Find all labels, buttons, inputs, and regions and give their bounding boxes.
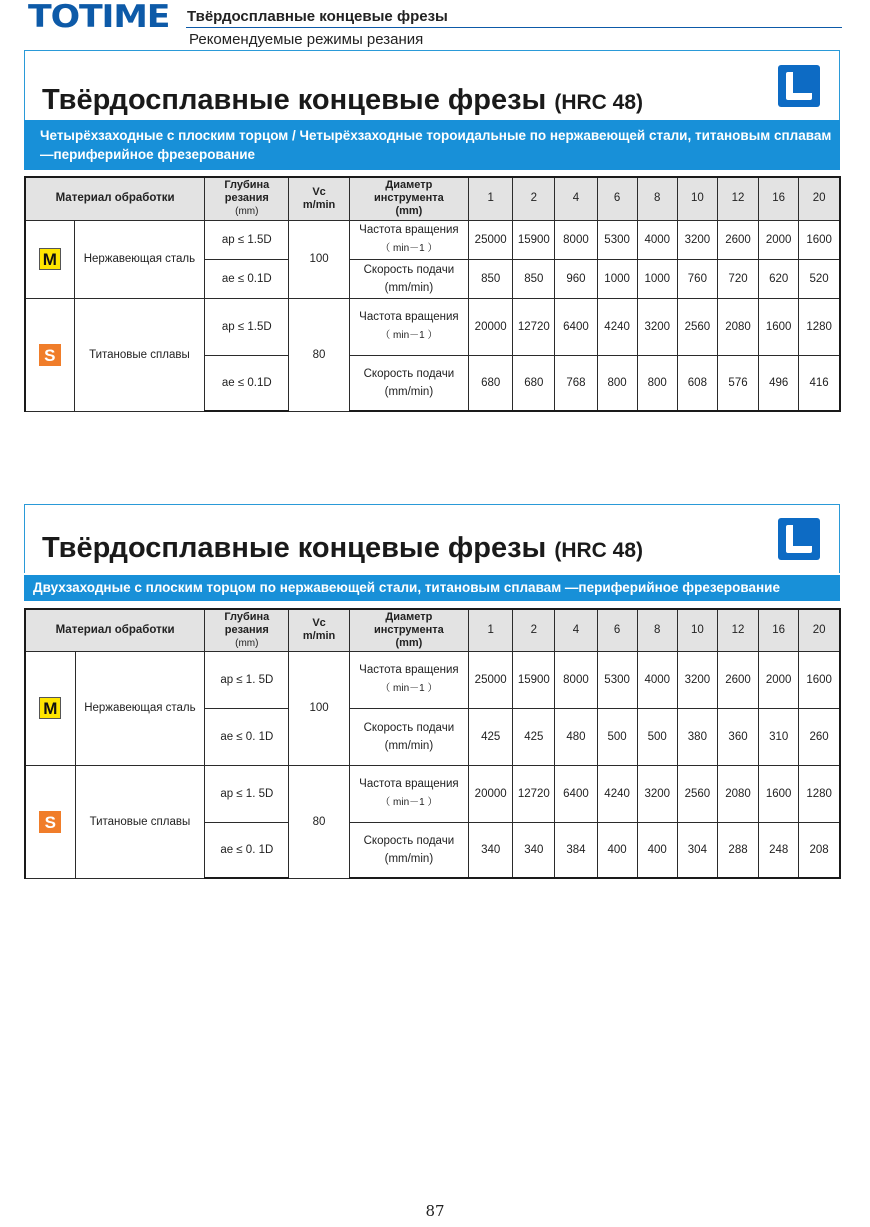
feed-value: 380 xyxy=(677,708,717,765)
speed-value: 4240 xyxy=(597,298,637,355)
vc-value: 80 xyxy=(289,298,349,411)
header-vc: Vc m/min xyxy=(289,177,349,220)
section-title-hrc: (HRC 48) xyxy=(554,91,644,114)
diameter-4: 4 xyxy=(555,609,597,651)
feed-value: 680 xyxy=(469,355,513,411)
feed-value: 850 xyxy=(469,259,513,298)
feed-value: 384 xyxy=(555,822,597,878)
diameter-2: 2 xyxy=(513,177,555,220)
feed-value: 340 xyxy=(513,822,555,878)
section-title-main: Твёрдосплавные концевые фрезы xyxy=(42,532,547,564)
feed-value: 800 xyxy=(637,355,677,411)
speed-value: 4000 xyxy=(637,220,677,259)
speed-label: Частота вращения （ min－1 ） xyxy=(349,651,468,708)
speed-value: 6400 xyxy=(555,765,597,822)
material-name: Нержавеющая сталь xyxy=(74,220,204,298)
band-line-1: Четырёхзаходные с плоским торцом / Четырёхзаходные тороидальные по нержавеющей стали, титановым сплавам xyxy=(40,128,832,143)
cutting-data-table xyxy=(24,176,841,412)
speed-value: 3200 xyxy=(637,765,677,822)
feed-value: 340 xyxy=(469,822,513,878)
header-vc: Vc m/min xyxy=(289,609,349,651)
speed-value: 20000 xyxy=(469,298,513,355)
speed-value: 12720 xyxy=(513,765,555,822)
material-badge-cell xyxy=(25,220,74,298)
brand-logo: TOTIME xyxy=(28,0,170,35)
feed-value: 1000 xyxy=(597,259,637,298)
section-band xyxy=(24,575,840,601)
speed-value: 15900 xyxy=(513,651,555,708)
feed-value: 500 xyxy=(597,708,637,765)
header-material: Материал обработки xyxy=(25,609,205,651)
feed-value: 576 xyxy=(717,355,758,411)
speed-value: 3200 xyxy=(637,298,677,355)
section-title xyxy=(42,84,643,117)
speed-value: 8000 xyxy=(555,651,597,708)
diameter-12: 12 xyxy=(717,177,758,220)
vc-value: 100 xyxy=(289,220,349,298)
section-title-hrc: (HRC 48) xyxy=(554,539,644,562)
header-material: Материал обработки xyxy=(25,177,205,220)
vc-value: 80 xyxy=(289,765,349,878)
feed-value: 520 xyxy=(799,259,840,298)
l-shape-icon xyxy=(778,65,820,107)
page-number: 87 xyxy=(425,1202,445,1220)
diameter-16: 16 xyxy=(759,609,799,651)
speed-value: 1600 xyxy=(759,765,799,822)
speed-value: 8000 xyxy=(555,220,597,259)
feed-value: 425 xyxy=(513,708,555,765)
depth-ap: ap ≤ 1.5D xyxy=(205,220,289,259)
feed-label: Скорость подачи (mm/min) xyxy=(349,259,468,298)
feed-value: 620 xyxy=(759,259,799,298)
feed-value: 208 xyxy=(799,822,840,878)
depth-ap: ap ≤ 1. 5D xyxy=(205,765,289,822)
feed-value: 360 xyxy=(717,708,758,765)
speed-value: 5300 xyxy=(597,220,637,259)
speed-label: Частота вращения （ min－1 ） xyxy=(349,765,468,822)
diameter-1: 1 xyxy=(469,609,513,651)
diameter-20: 20 xyxy=(799,177,840,220)
header-diameter: Диаметр инструмента (mm) xyxy=(349,609,468,651)
diameter-6: 6 xyxy=(597,177,637,220)
feed-value: 680 xyxy=(513,355,555,411)
diameter-8: 8 xyxy=(637,177,677,220)
l-shape-icon xyxy=(778,518,820,560)
speed-value: 25000 xyxy=(469,651,513,708)
material-badge-s: S xyxy=(39,811,61,833)
table-row xyxy=(25,220,840,259)
feed-value: 310 xyxy=(759,708,799,765)
speed-value: 3200 xyxy=(677,651,717,708)
speed-value: 2080 xyxy=(717,298,758,355)
header-depth: Глубина резания (mm) xyxy=(205,609,289,651)
material-badge-cell xyxy=(25,651,75,765)
feed-value: 768 xyxy=(555,355,597,411)
material-badge-cell xyxy=(25,298,74,411)
band-line-1: Двухзаходные с плоским торцом по нержавеющей стали, титановым сплавам —периферийное фрезерование xyxy=(33,580,780,595)
feed-value: 496 xyxy=(759,355,799,411)
speed-value: 4240 xyxy=(597,765,637,822)
feed-value: 480 xyxy=(555,708,597,765)
material-name: Нержавеющая сталь xyxy=(75,651,204,765)
material-badge-m: M xyxy=(39,697,61,719)
feed-value: 720 xyxy=(717,259,758,298)
material-badge-cell xyxy=(25,765,75,878)
feed-value: 1000 xyxy=(637,259,677,298)
speed-value: 1600 xyxy=(799,220,840,259)
feed-value: 416 xyxy=(799,355,840,411)
feed-value: 500 xyxy=(637,708,677,765)
table-row xyxy=(25,651,840,708)
section-title xyxy=(42,532,643,565)
speed-value: 2600 xyxy=(717,651,758,708)
depth-ae: ae ≤ 0. 1D xyxy=(205,708,289,765)
feed-value: 400 xyxy=(637,822,677,878)
header-depth: Глубина резания (mm) xyxy=(205,177,289,220)
diameter-2: 2 xyxy=(513,609,555,651)
depth-ae: ae ≤ 0.1D xyxy=(205,259,289,298)
table-row xyxy=(25,765,840,822)
material-badge-m: M xyxy=(39,248,61,270)
feed-value: 960 xyxy=(555,259,597,298)
speed-label: Частота вращения （ min－1 ） xyxy=(349,298,468,355)
speed-value: 2000 xyxy=(759,651,799,708)
feed-value: 608 xyxy=(677,355,717,411)
diameter-10: 10 xyxy=(677,609,717,651)
section-title-main: Твёрдосплавные концевые фрезы xyxy=(42,84,547,116)
band-line-2: —периферийное фрезерование xyxy=(40,147,256,162)
feed-label: Скорость подачи (mm/min) xyxy=(349,822,468,878)
section-band xyxy=(24,120,840,170)
speed-label: Частота вращения （ min－1 ） xyxy=(349,220,468,259)
speed-value: 1280 xyxy=(799,765,840,822)
speed-value: 1280 xyxy=(799,298,840,355)
speed-value: 20000 xyxy=(469,765,513,822)
cutting-data-table xyxy=(24,608,841,879)
material-badge-s: S xyxy=(39,344,61,366)
diameter-12: 12 xyxy=(717,609,758,651)
speed-value: 1600 xyxy=(799,651,840,708)
depth-ae: ae ≤ 0. 1D xyxy=(205,822,289,878)
depth-ap: ap ≤ 1. 5D xyxy=(205,651,289,708)
diameter-16: 16 xyxy=(759,177,799,220)
feed-value: 800 xyxy=(597,355,637,411)
table-row xyxy=(25,298,840,355)
depth-ap: ap ≤ 1.5D xyxy=(205,298,289,355)
feed-value: 304 xyxy=(677,822,717,878)
feed-value: 260 xyxy=(799,708,840,765)
header-title: Твёрдосплавные концевые фрезы xyxy=(187,8,448,25)
speed-value: 25000 xyxy=(469,220,513,259)
speed-value: 3200 xyxy=(677,220,717,259)
speed-value: 4000 xyxy=(637,651,677,708)
material-name: Титановые сплавы xyxy=(74,298,204,411)
feed-value: 425 xyxy=(469,708,513,765)
diameter-20: 20 xyxy=(799,609,840,651)
feed-label: Скорость подачи (mm/min) xyxy=(349,708,468,765)
feed-label: Скорость подачи (mm/min) xyxy=(349,355,468,411)
speed-value: 12720 xyxy=(513,298,555,355)
feed-value: 760 xyxy=(677,259,717,298)
speed-value: 2560 xyxy=(677,298,717,355)
feed-value: 288 xyxy=(717,822,758,878)
feed-value: 400 xyxy=(597,822,637,878)
speed-value: 15900 xyxy=(513,220,555,259)
material-name: Титановые сплавы xyxy=(75,765,204,878)
speed-value: 2080 xyxy=(717,765,758,822)
diameter-4: 4 xyxy=(555,177,597,220)
vc-value: 100 xyxy=(289,651,349,765)
header-divider xyxy=(186,27,842,28)
speed-value: 5300 xyxy=(597,651,637,708)
speed-value: 6400 xyxy=(555,298,597,355)
speed-value: 1600 xyxy=(759,298,799,355)
diameter-8: 8 xyxy=(637,609,677,651)
feed-value: 850 xyxy=(513,259,555,298)
diameter-1: 1 xyxy=(469,177,513,220)
speed-value: 2560 xyxy=(677,765,717,822)
depth-ae: ae ≤ 0.1D xyxy=(205,355,289,411)
diameter-10: 10 xyxy=(677,177,717,220)
feed-value: 248 xyxy=(759,822,799,878)
header-diameter: Диаметр инструмента (mm) xyxy=(349,177,468,220)
speed-value: 2600 xyxy=(717,220,758,259)
speed-value: 2000 xyxy=(759,220,799,259)
header-subtitle: Рекомендуемые режимы резания xyxy=(189,31,424,48)
diameter-6: 6 xyxy=(597,609,637,651)
